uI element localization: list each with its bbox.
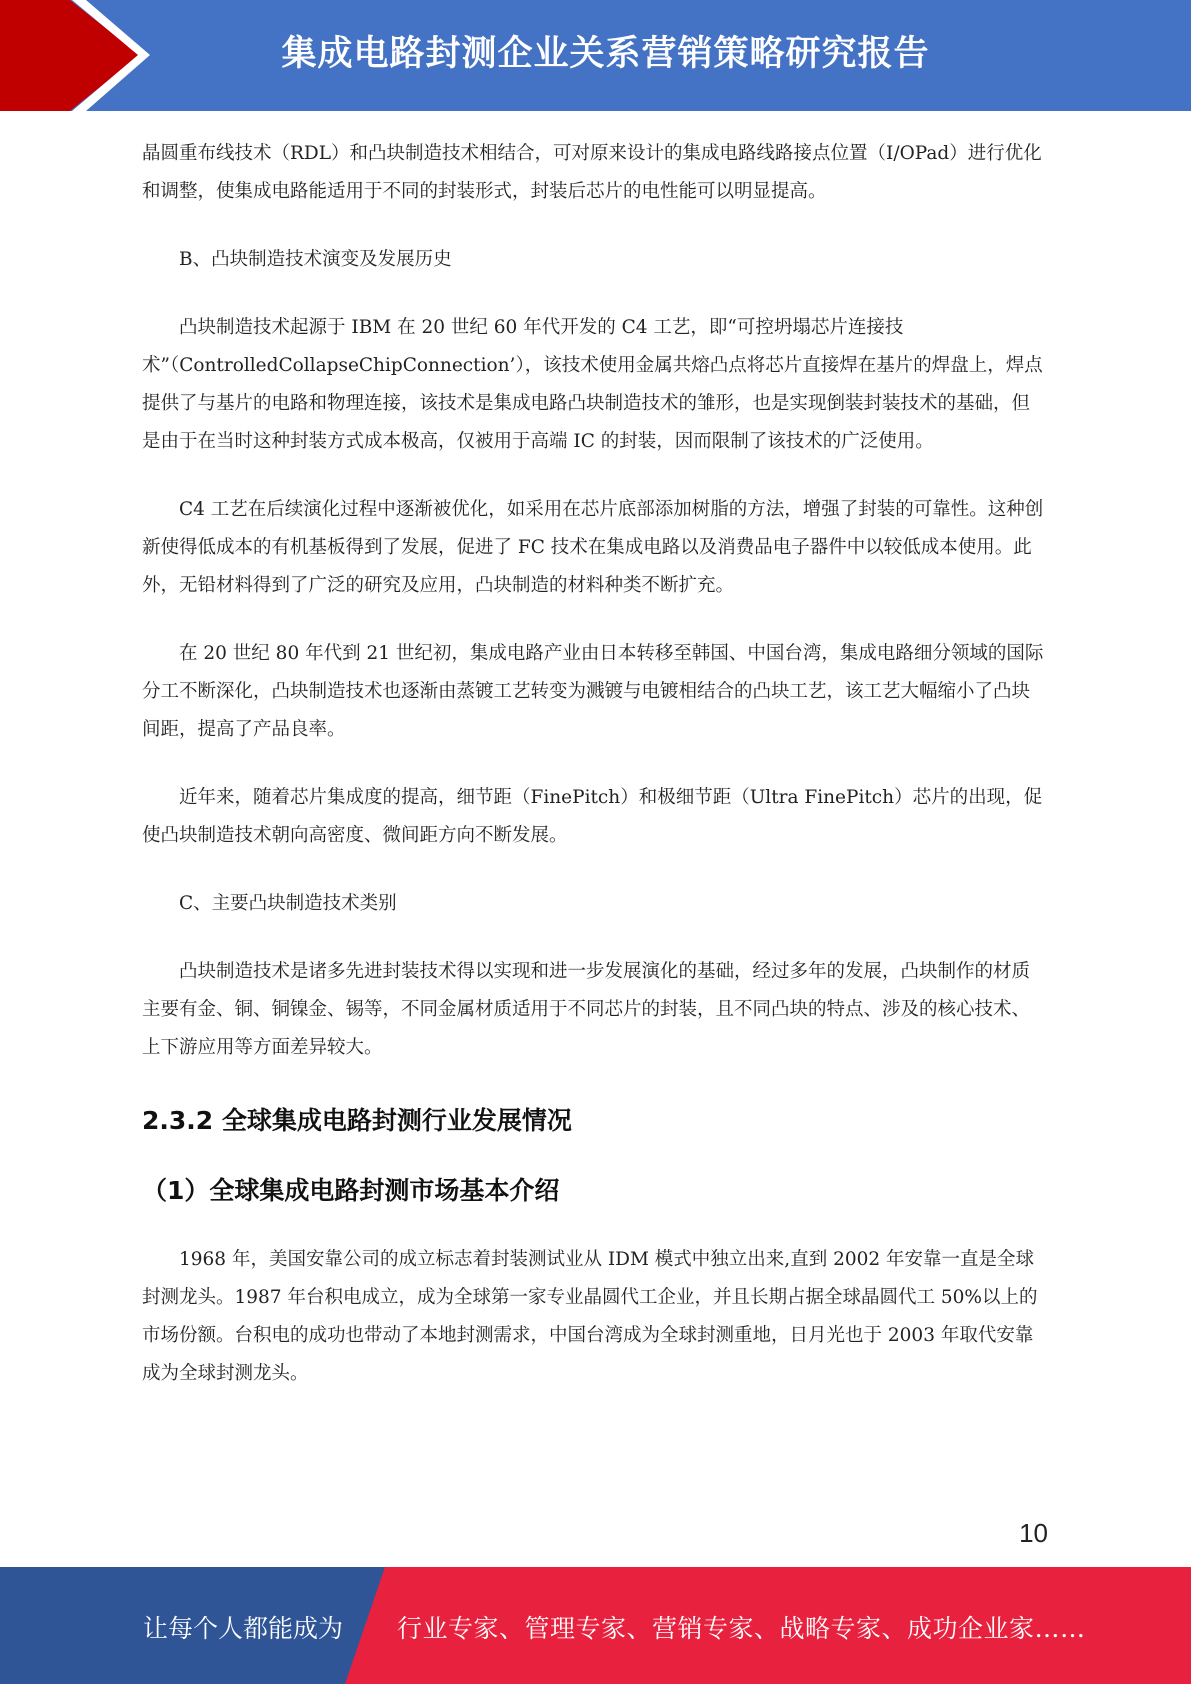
document-body	[142, 135, 1048, 1393]
body-paragraph: 在 20 世纪 80 年代到 21 世纪初，集成电路产业由日本转移至韩国、中国台湾，集成电路细分领域的国际分工不断深化，凸块制造技术也逐渐由蒸镀工艺转变为溅镀与电镀相结合的凸块工艺，该工艺大幅缩小了凸块间距，提高了产品良率。	[142, 643, 1044, 740]
body-paragraph: 凸块制造技术是诸多先进封装技术得以实现和进一步发展演化的基础，经过多年的发展，凸块制作的材质主要有金、铜、铜镍金、锡等，不同金属材质适用于不同芯片的封装，且不同凸块的特点、涉及的核心技术、上下游应用等方面差异较大。	[142, 961, 1031, 1058]
body-paragraph: 近年来，随着芯片集成度的提高，细节距（FinePitch）和极细节距（Ultra FinePitch）芯片的出现，促使凸块制造技术朝向高密度、微间距方向不断发展。	[142, 787, 1043, 846]
body-paragraph: 凸块制造技术起源于 IBM 在 20 世纪 60 年代开发的 C4 工艺，即“可控坍塌芯片连接技术”（ControlledCollapseChipConnection’），该技术使用金属共熔凸点将芯片直接焊在基片的焊盘上，焊点提供了与基片的电路和物理连接，该技术是集成电路凸块制造技术的雏形，也是实现倒装封装技术的基础，但是由于在当时这种封装方式成本极高，仅被用于高端 IC 的封装，因而限制了该技术的广泛使用。	[142, 317, 1043, 452]
page-number: 10	[1019, 1518, 1048, 1548]
section-heading: 2.3.2 全球集成电路封测行业发展情况	[142, 1106, 572, 1135]
page-footer	[0, 1567, 1191, 1684]
body-paragraph: C4 工艺在后续演化过程中逐渐被优化，如采用在芯片底部添加树脂的方法，增强了封装的可靠性。这种创新使得低成本的有机基板得到了发展，促进了 FC 技术在集成电路以及消费品电子器件中以较低成本使用。此外，无铅材料得到了广泛的研究及应用，凸块制造的材料种类不断扩充。	[142, 499, 1044, 596]
subsection-heading: （1）全球集成电路封测市场基本介绍	[142, 1176, 560, 1205]
body-paragraph: 晶圆重布线技术（RDL）和凸块制造技术相结合，可对原来设计的集成电路线路接点位置（I/OPad）进行优化和调整，使集成电路能适用于不同的封装形式，封装后芯片的电性能可以明显提高。	[142, 143, 1042, 202]
subheading-c: C、主要凸块制造技术类别	[179, 893, 397, 914]
page-header	[0, 0, 1191, 111]
footer-slogan-right: 行业专家、管理专家、营销专家、战略专家、成功企业家……	[397, 1614, 1086, 1643]
footer-slogan-left: 让每个人都能成为	[143, 1614, 344, 1643]
subheading-b: B、凸块制造技术演变及发展历史	[179, 249, 452, 270]
body-paragraph: 1968 年，美国安靠公司的成立标志着封装测试业从 IDM 模式中独立出来,直到 2002 年安靠一直是全球封测龙头。1987 年台积电成立，成为全球第一家专业晶圆代工企业，并且长期占据全球晶圆代工 50%以上的市场份额。台积电的成功也带动了本地封测需求，中国台湾成为全球封测重地，日月光也于 2003 年取代安靠成为全球封测龙头。	[142, 1249, 1038, 1384]
report-title: 集成电路封测企业关系营销策略研究报告	[281, 34, 930, 74]
